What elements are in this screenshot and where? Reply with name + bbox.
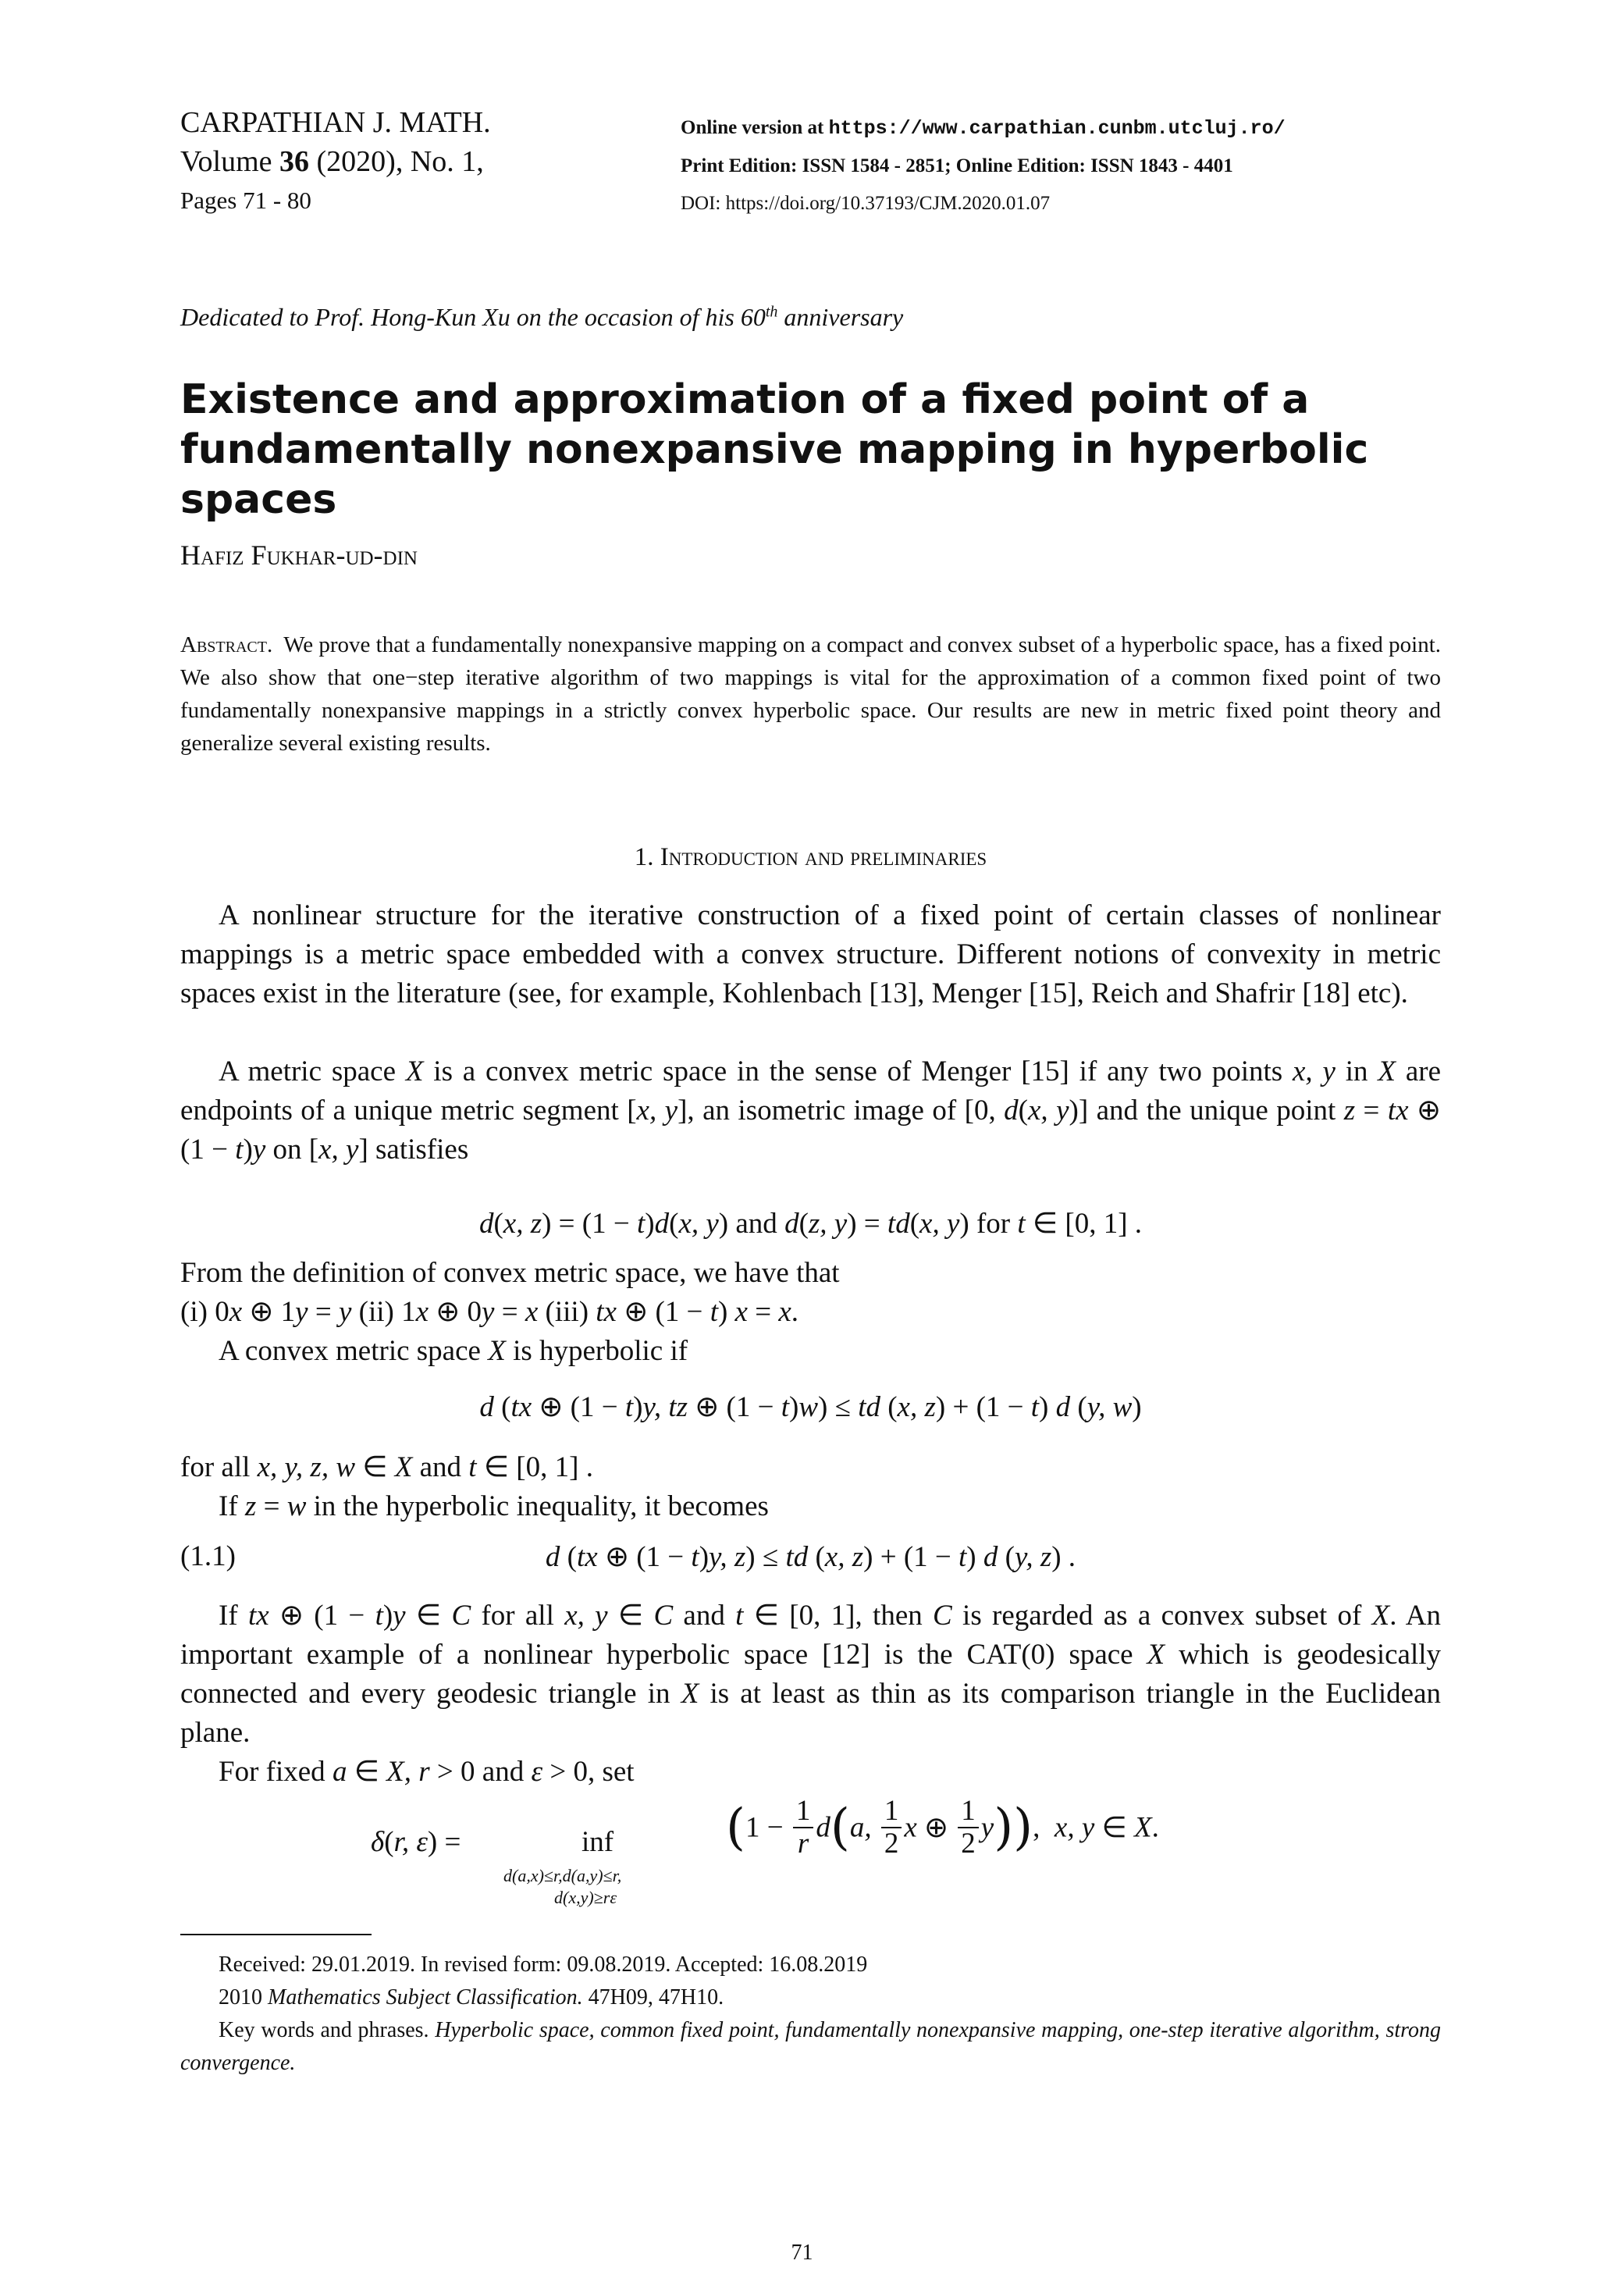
publication-info (681, 109, 1286, 222)
equation-hyperbolic: d (tx ⊕ (1 − t)y, tz ⊕ (1 − t)w) ≤ td (x, z) + (1 − t) d (y, w) (479, 1391, 1142, 1423)
doi-line[interactable]: DOI: https://doi.org/10.37193/CJM.2020.01.07 (681, 193, 1051, 214)
paper-title: Existence and approximation of a fixed point of a fundamentally nonexpansive mapping in hyperbolic spaces (180, 376, 1369, 523)
issn-line: Print Edition: ISSN 1584 - 2851; Online Edition: ISSN 1843 - 4401 (681, 155, 1233, 176)
paragraph-6: for all x, y, z, w ∈ X and t ∈ [0, 1] . (180, 1451, 593, 1483)
dedication: Dedicated to Prof. Hong-Kun Xu on the occasion of his 60th anniversary (180, 303, 904, 331)
online-url[interactable]: https://www.carpathian.cunbm.utcluj.ro/ (828, 117, 1286, 140)
msc-classification: 2010 Mathematics Subject Classification. 47H09, 47H10. (219, 1985, 724, 2009)
keywords: Key words and phrases. Hyperbolic space, common fixed point, fundamentally nonexpansive mapping, one-step iterative algorithm, strong convergence. (180, 2018, 1441, 2075)
pages-line: Pages 71 - 80 (180, 187, 311, 214)
journal-header (180, 103, 491, 220)
abstract-text: We prove that a fundamentally nonexpansive mapping on a compact and convex subset of a hyperbolic space, has a fixed point. We also show that one−step iterative algorithm of two mappings is vital for the approximation of a common fixed point of two fundamentally nonexpansive mappings in a strictly convex hyperbolic space. Our results are new in metric fixed point theory and generalize several existing results. (180, 632, 1441, 756)
paragraph-1: A nonlinear structure for the iterative construction of a fixed point of certain classes of nonlinear mappings is a metric space embedded with a convex structure. Different notions of convexity in metric spaces exist in the literature (see, for example, Kohlenbach [13], Menger [15], Reich and Shafrir [18] etc). (180, 899, 1441, 1009)
received-dates: Received: 29.01.2019. In revised form: 09.08.2019. Accepted: 16.08.2019 (219, 1952, 868, 1977)
paragraph-2: A metric space X is a convex metric space in the sense of Menger [15] if any two points x, y in X are endpoints of a unique metric segment [x, y], an isometric image of [0, d(x, y)] and the unique point z = tx ⊕ (1 − t)y on [x, y] satisfies (180, 1055, 1441, 1166)
footnote-rule (180, 1934, 372, 1935)
page-number: 71 (791, 2241, 813, 2265)
convexity-properties: (i) 0x ⊕ 1y = y (ii) 1x ⊕ 0y = x (iii) tx ⊕ (1 − t) x = x. (180, 1296, 799, 1328)
journal-name: CARPATHIAN J. MATH. (180, 106, 491, 139)
abstract-label: Abstract. (180, 632, 273, 657)
author: Hafiz Fukhar-ud-din (180, 539, 418, 571)
equation-1-1: d (tx ⊕ (1 − t)y, z) ≤ td (x, z) + (1 − t) d (y, z) . (545, 1541, 1076, 1573)
section-heading: 1. Introduction and preliminaries (634, 843, 987, 871)
equation-convex-metric: d(x, z) = (1 − t)d(x, y) and d(z, y) = td(x, y) for t ∈ [0, 1] . (478, 1208, 1143, 1240)
abstract (180, 628, 1441, 760)
paragraph-5: A convex metric space X is hyperbolic if (219, 1335, 688, 1367)
paragraph-9: For fixed a ∈ X, r > 0 and ε > 0, set (219, 1756, 635, 1788)
paragraph-7: If z = w in the hyperbolic inequality, it becomes (219, 1490, 769, 1522)
paragraph-8: If tx ⊕ (1 − t)y ∈ C for all x, y ∈ C and t ∈ [0, 1], then C is regarded as a convex subset of X. An important example of a nonlinear hyperbolic space [12] is the CAT(0) space X which is geodesically connected and every geodesic triangle in X is at least as thin as its comparison triangle in the Euclidean plane. (180, 1600, 1442, 1749)
volume-line: Volume 36 (2020), No. 1, (180, 145, 484, 178)
paragraph-3: From the definition of convex metric space, we have that (180, 1257, 840, 1289)
online-version: Online version at https://www.carpathian.cunbm.utcluj.ro/ (681, 117, 1286, 140)
equation-number: (1.1) (180, 1540, 236, 1572)
